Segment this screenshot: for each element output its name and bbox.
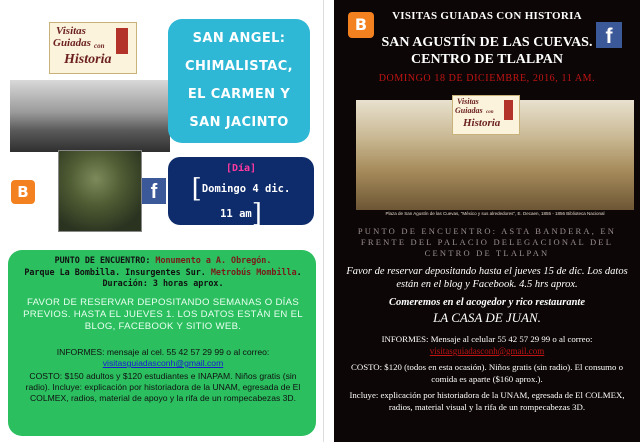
title-box [168, 19, 310, 143]
logo-text-2: Guiadas [53, 37, 91, 49]
reserve-text: Favor de reservar depositando hasta el jueves 15 de dic. Los datos están en el blog y Facebook. 4.5 hrs aprox. [346, 266, 628, 290]
info-text: INFORMES: Mensaje al celular 55 42 57 29 99 o al correo: [381, 334, 593, 344]
church-photo [10, 80, 170, 152]
cost-text: COSTO: $120 (todos en esta ocasión). Niños gratis (sin radio). El consumo o comida es aparte ($160 aprox.). [350, 362, 624, 384]
title-line-4: SAN JACINTO [189, 115, 289, 130]
meeting-duration: . Duración: 3 horas aprox. [102, 266, 302, 288]
meeting-park: Parque La Bombilla. Insurgentes Sur. [24, 266, 211, 277]
includes-text: Incluye: explicación por historiadora de la UNAM, egresada de El COLMEX, radios, material visual y la rifa de un rompecabezas 3D. [349, 390, 625, 412]
painting-caption: Plaza de San Agustín de las Cuevas, "México y sus alrededores", E. Decaen, 1855 - 1856 Biblioteca Nacional [385, 211, 605, 216]
reserve-text: FAVOR DE RESERVAR DEPOSITANDO SEMANAS O DÍAS PREVIOS. HASTA EL JUEVES 1. LOS DATOS ESTÁN EN EL BLOG, FACEBOOK Y SITIO WEB. [23, 297, 303, 332]
cost-text: COSTO: $150 adultos y $120 estudiantes e INAPAM. Niños gratis (sin radio). Incluye: explicación por historiadora de la UNAM, egresada de El COLMEX, radios, material de apoyo y la rifa de un rompecabezas 3D. [25, 371, 301, 403]
title-2: CENTRO DE TLALPAN [411, 52, 563, 67]
logo-text-2: Guiadas [455, 106, 483, 115]
meeting-point [18, 255, 308, 290]
date-label: [Día] [225, 163, 257, 174]
logo-visitas-guiadas [49, 22, 137, 74]
info-box [8, 250, 316, 436]
blogger-icon[interactable]: B [348, 12, 374, 38]
restaurant-name: LA CASA DE JUAN. [433, 310, 541, 325]
lunch-text: Comeremos en el acogedor y rico restaurante [389, 297, 585, 308]
date-time [168, 199, 314, 229]
date-box [168, 157, 314, 229]
logo-visitas-guiadas [452, 95, 520, 135]
meeting-label: PUNTO DE ENCUENTRO: [54, 255, 156, 265]
email-link[interactable]: visitasguiadasconh@gmail.com [429, 346, 545, 356]
blogger-icon[interactable]: B [11, 180, 35, 204]
right-flyer [334, 0, 640, 442]
date-time-text: 11 am [220, 208, 252, 220]
logo-text-1: Visitas [457, 97, 479, 106]
facebook-icon[interactable]: f [142, 178, 166, 204]
logo-text-4: Historia [463, 117, 501, 129]
title-1: SAN AGUSTÍN DE LAS CUEVAS. [381, 35, 593, 50]
event-date: DOMINGO 18 DE DICIEMBRE, 2016, 11 AM. [378, 73, 596, 84]
meeting-place: Monumento a A. Obregón. [155, 255, 272, 265]
painting-image [58, 150, 142, 232]
email-link[interactable]: visitasguiadasconh@gmail.com [102, 358, 224, 368]
logo-text-3: con [94, 42, 105, 50]
logo-church-icon [504, 100, 513, 120]
bracket-open: [ [191, 174, 202, 204]
bracket-close: ] [251, 199, 262, 229]
logo-text-4: Historia [64, 52, 112, 67]
facebook-icon[interactable]: f [596, 22, 622, 48]
title-line-1: SAN ANGEL: [192, 31, 286, 46]
title-line-3: EL CARMEN Y [187, 87, 291, 102]
logo-text-3: con [486, 110, 494, 115]
logo-text-1: Visitas [56, 25, 86, 37]
meeting-point: PUNTO DE ENCUENTRO: ASTA BANDERA, EN FRENTE DEL PALACIO DELEGACIONAL DEL CENTRO DE TLALPAN [357, 226, 617, 258]
date-main-text: Domingo 4 dic. [201, 183, 291, 195]
header: VISITAS GUIADAS CON HISTORIA [392, 10, 582, 22]
logo-church-icon [116, 28, 128, 54]
title-line-2: CHIMALISTAC, [185, 59, 293, 74]
info-text: INFORMES: mensaje al cel. 55 42 57 29 99 o al correo: [56, 347, 270, 357]
meeting-metro: Metrobús Mombilla [210, 266, 297, 277]
